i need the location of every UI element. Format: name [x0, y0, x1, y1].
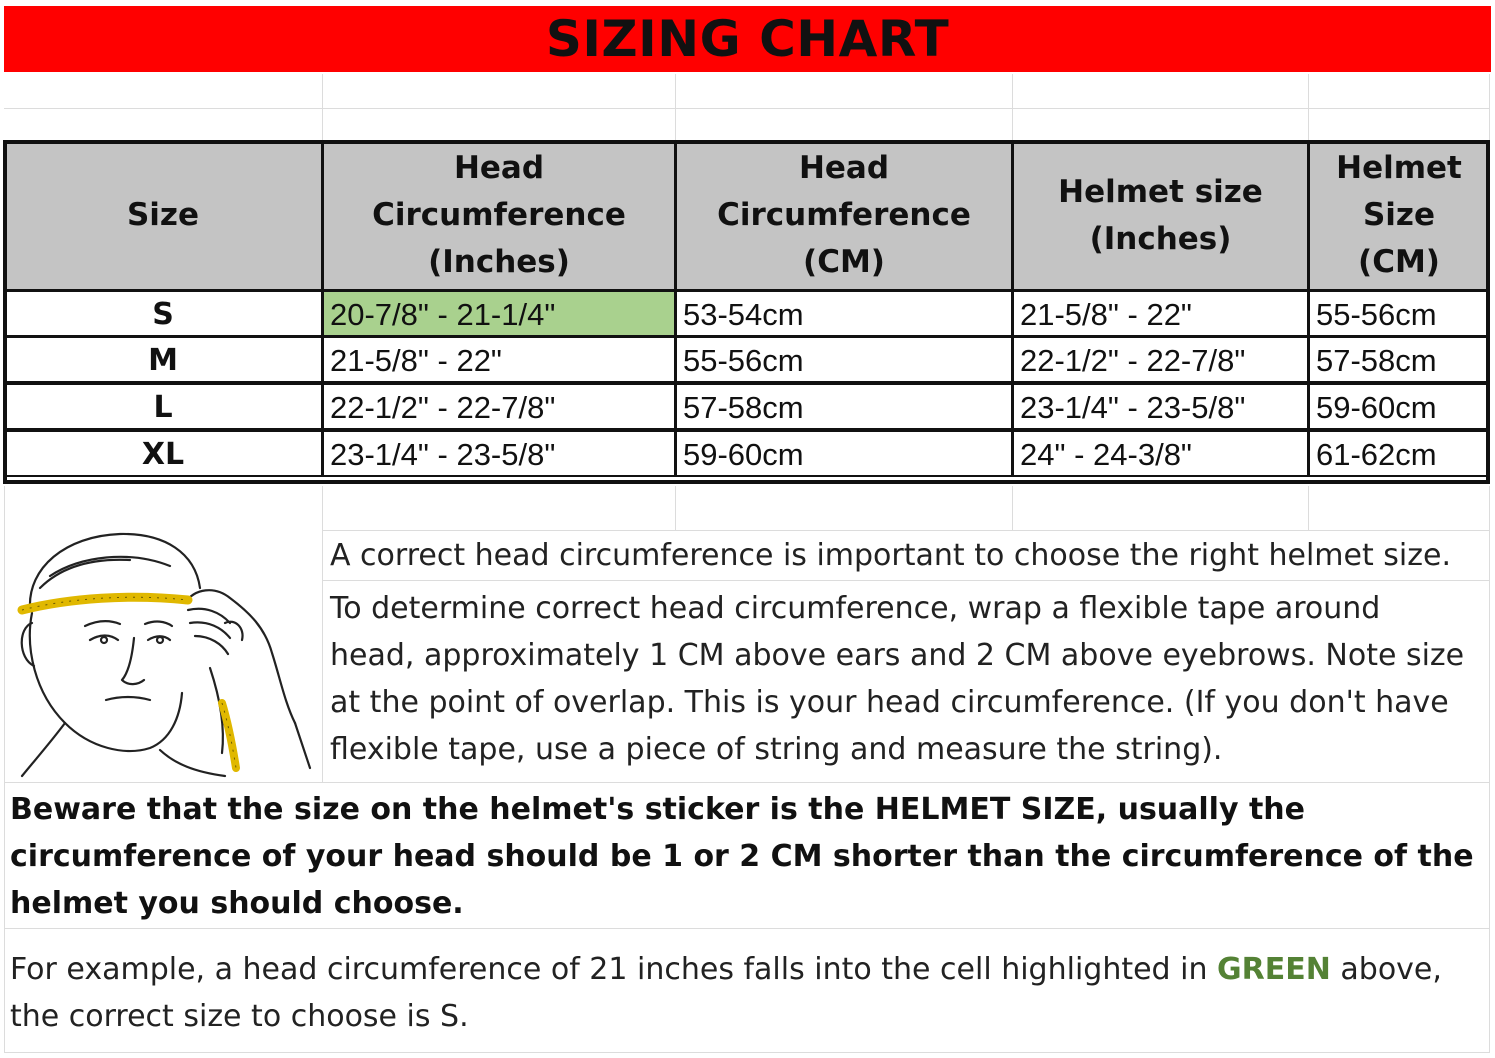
header-helmet-cm-line3: (CM) — [1358, 244, 1440, 280]
cell-head-inches: 22-1/2" - 22-7/8" — [322, 383, 676, 430]
cell-helmet-cm: 55-56cm — [1308, 290, 1490, 337]
example-text-before: For example, a head circumference of 21 inches falls into the cell highlighted in — [10, 952, 1218, 987]
gridline — [1308, 486, 1309, 530]
header-head-cm — [675, 140, 1013, 291]
instruction-line: flexible tape, use a piece of string and measure the string). — [330, 732, 1223, 767]
cell-head-inches: 21-5/8" - 22" — [322, 336, 676, 383]
gridline — [1308, 74, 1309, 140]
cell-helmet-inches: 22-1/2" - 22-7/8" — [1012, 336, 1309, 383]
gridline — [1012, 486, 1013, 530]
beware-note: Beware that the size on the helmet's sticker is the HELMET SIZE, usually the circumference of your head should be 1 or 2 CM shorter than the circumference of the helmet you should choose. — [10, 792, 1474, 921]
header-head-inches-line1: Head Circumference — [372, 150, 626, 233]
header-head-inches-line2: (Inches) — [428, 244, 570, 280]
header-head-inches — [322, 140, 676, 291]
head-measurement-illustration — [10, 528, 315, 778]
gridline — [322, 74, 323, 140]
gridline — [4, 782, 1490, 783]
gridline — [1012, 74, 1013, 140]
cell-helmet-cm: 59-60cm — [1308, 383, 1490, 430]
header-helmet-inches-line1: Helmet size — [1058, 173, 1263, 210]
page-title: SIZING CHART — [545, 10, 950, 68]
header-head-cm-line1: Head Circumference — [717, 150, 971, 233]
header-helmet-cm-line2: Size — [1362, 197, 1436, 233]
instruction-line: To determine correct head circumference, wrap a flexible tape around — [330, 591, 1381, 626]
cell-helmet-cm: 61-62cm — [1308, 430, 1490, 477]
header-helmet-cm — [1308, 140, 1490, 291]
cell-size: M — [3, 336, 323, 383]
gridline — [322, 530, 1490, 531]
header-size — [3, 140, 323, 291]
gridline — [4, 928, 1490, 929]
cell-head-inches-highlighted: 20-7/8" - 21-1/4" — [322, 290, 676, 337]
instruction-line: head, approximately 1 CM above ears and 2 CM above eyebrows. Note size — [330, 638, 1465, 673]
cell-size: S — [3, 290, 323, 337]
header-head-cm-line2: (CM) — [803, 244, 885, 280]
gridline — [4, 1052, 1490, 1053]
gridline — [1489, 74, 1490, 140]
instruction-line: at the point of overlap. This is your head circumference. (If you don't have — [330, 685, 1449, 720]
cell-head-cm: 59-60cm — [675, 430, 1013, 477]
example-text-after: above, the correct size to choose is S. — [10, 952, 1442, 1034]
header-helmet-inches — [1012, 140, 1309, 291]
header-helmet-cm-line1: Helmet — [1336, 150, 1462, 186]
title-bar — [4, 6, 1491, 72]
gridline — [1489, 486, 1490, 1052]
gridline — [322, 580, 1490, 581]
cell-head-cm: 57-58cm — [675, 383, 1013, 430]
cell-helmet-cm: 57-58cm — [1308, 336, 1490, 383]
gridline — [4, 486, 5, 1052]
cell-helmet-inches: 21-5/8" - 22" — [1012, 290, 1309, 337]
cell-size: L — [3, 383, 323, 430]
gridline — [675, 486, 676, 530]
example-note — [10, 946, 1485, 1040]
sizing-table — [3, 140, 1490, 484]
instruction-line: A correct head circumference is important to choose the right helmet size. — [330, 538, 1451, 573]
header-helmet-inches-line2: (Inches) — [1089, 220, 1232, 257]
gridline — [4, 108, 1490, 109]
gridline — [675, 74, 676, 140]
example-green-word: GREEN — [1217, 952, 1331, 987]
cell-size: XL — [3, 430, 323, 477]
cell-helmet-inches: 24" - 24-3/8" — [1012, 430, 1309, 477]
cell-head-inches: 23-1/4" - 23-5/8" — [322, 430, 676, 477]
cell-head-cm: 55-56cm — [675, 336, 1013, 383]
header-size-label: Size — [126, 197, 200, 233]
cell-head-cm: 53-54cm — [675, 290, 1013, 337]
cell-helmet-inches: 23-1/4" - 23-5/8" — [1012, 383, 1309, 430]
